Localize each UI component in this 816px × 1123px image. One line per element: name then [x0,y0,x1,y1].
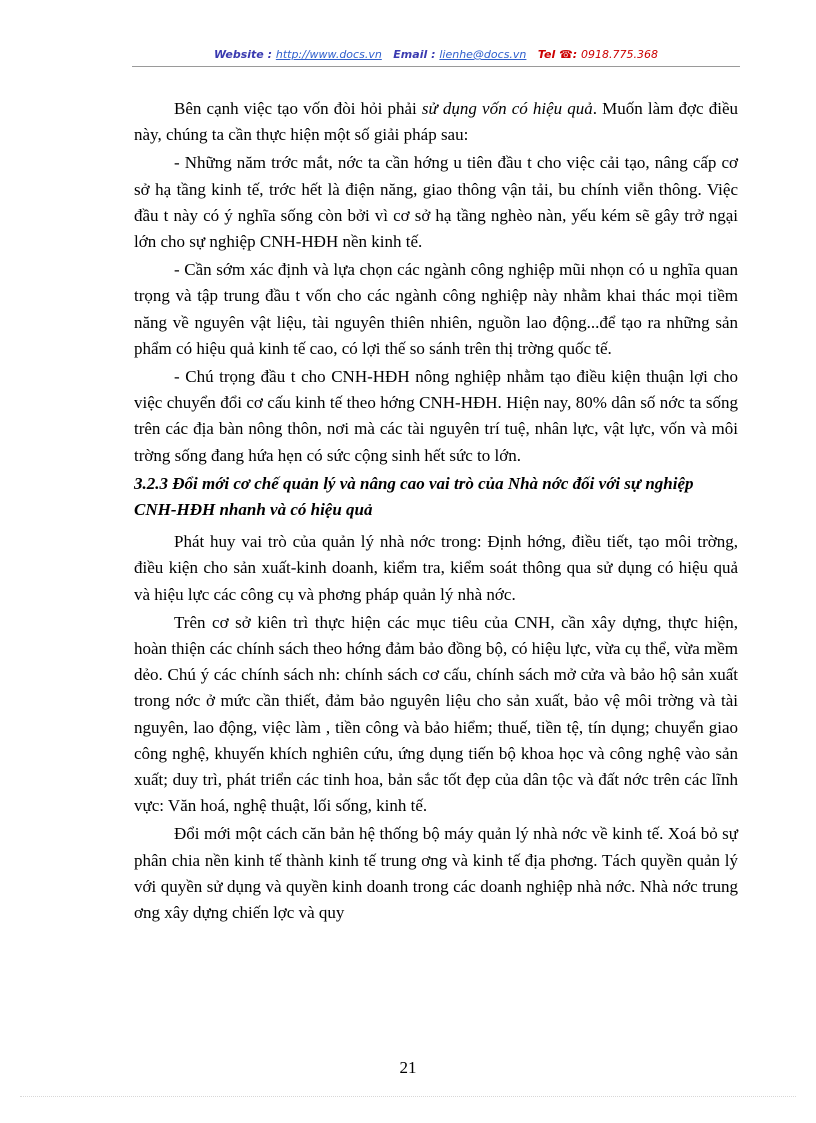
email-separator: : [431,48,436,61]
paragraph-1 [134,96,738,148]
paragraph-3: - Cần sớm xác định và lựa chọn các ngành công nghiệp mũi nhọn có u nghĩa quan trọng và tập trung đầu t vốn cho các ngành công nghiệp này nhằm khai thác mọi tiềm năng về nguyên vật liệu, tài nguyên thiên nhiên, nguồn lao động...để tạo ra những sản phẩm có hiệu quả kinh tế cao, có lợi thế so sánh trên thị trờng quốc tế. [134,260,738,358]
paragraph-1-emphasis: sử dụng vốn có hiệu quả [421,99,593,118]
paragraph-5: Phát huy vai trò của quản lý nhà nớc trong: Định hớng, điều tiết, tạo môi trờng, điều kiện cho sản xuất-kinh doanh, kiểm tra, kiểm soát thông qua sử dụng có hiệu quả và hiệu lực các công cụ và phơng pháp quản lý nhà nớc. [134,532,738,604]
paragraph-4: - Chú trọng đầu t cho CNH-HĐH nông nghiệp nhằm tạo điều kiện thuận lợi cho việc chuyển đổi cơ cấu kinh tế theo hớng CNH-HĐH. Hiện nay, 80% dân số nớc ta sống trên các địa bàn nông thôn, nơi mà các tài nguyên trí tuệ, nhân lực, vật lực, vốn và môi trờng sống đang hứa hẹn có sức cộng sinh hết sức to lớn. [134,367,738,465]
paragraph-6: Trên cơ sở kiên trì thực hiện các mục tiêu của CNH, cần xây dựng, thực hiện, hoàn thiện các chính sách theo hớng đảm bảo đồng bộ, có hiệu lực, vừa cụ thể, vừa mềm dẻo. Chú ý các chính sách nh: chính sách cơ cấu, chính sách mở cửa và bảo hộ sản xuất trong nớc ở mức cần thiết, đảm bảo nguyên liệu cho sản xuất, bảo vệ môi trờng và tài nguyên, lao động, việc làm , tiền công và bảo hiểm; thuế, tiền tệ, tín dụng; chuyển giao công nghệ, khuyến khích nghiên cứu, ứng dụng tiến bộ khoa học và công nghệ vào sản xuất; duy trì, phát triển các tinh hoa, bản sắc tốt đẹp của dân tộc và đất nớc trên các lĩnh vực: Văn hoá, nghệ thuật, lối sống, kinh tế. [134,612,738,816]
paragraph-1-lead: Bên cạnh việc tạo vốn đòi hỏi phải [174,99,422,118]
website-link[interactable]: http://www.docs.vn [275,48,382,61]
header-divider [132,66,740,67]
section-heading: 3.2.3 Đổi mới cơ chế quản lý và nâng cao vai trò của Nhà nớc đối với sự nghiệp CNH-HĐH nhanh và có hiệu quả [134,473,694,520]
tel-separator: : [572,48,578,61]
page-number: 21 [399,1058,417,1077]
document-body [134,96,738,926]
email-label: Email [393,48,428,61]
footer-divider [20,1096,796,1097]
tel-number: 0918.775.368 [581,48,659,61]
paragraph-7: Đổi mới một cách căn bản hệ thống bộ máy quản lý nhà nớc về kinh tế. Xoá bỏ sự phân chia nền kinh tế thành kinh tế trung ơng và kinh tế địa phơng. Tách quyền quản lý với quyền sử dụng và quyền kinh doanh trong các doanh nghiệp nhà nớc. Nhà nớc trung ơng xây dựng chiến lợc và quy [134,824,738,923]
paragraph-2: - Những năm trớc mắt, nớc ta cần hớng u tiên đầu t cho việc cải tạo, nâng cấp cơ sở hạ tầng kinh tế, trớc hết là điện năng, giao thông vận tải, bu chính viễn thông. Việc đầu t này có ý nghĩa sống còn bởi vì cơ sở hạ tầng nghèo nàn, yếu kém sẽ gây trở ngại lớn cho sự nghiệp CNH-HĐH nền kinh tế. [134,153,738,252]
paragraph-1-tail: . Muốn làm đợc điều này, chúng ta cần thực hiện một số giải pháp sau: [134,99,738,145]
email-link[interactable]: lienhe@docs.vn [439,48,527,61]
phone-icon: ☎ [559,48,573,61]
tel-label: Tel [537,48,556,61]
page-header [132,48,740,62]
website-label: Website : [213,48,272,61]
